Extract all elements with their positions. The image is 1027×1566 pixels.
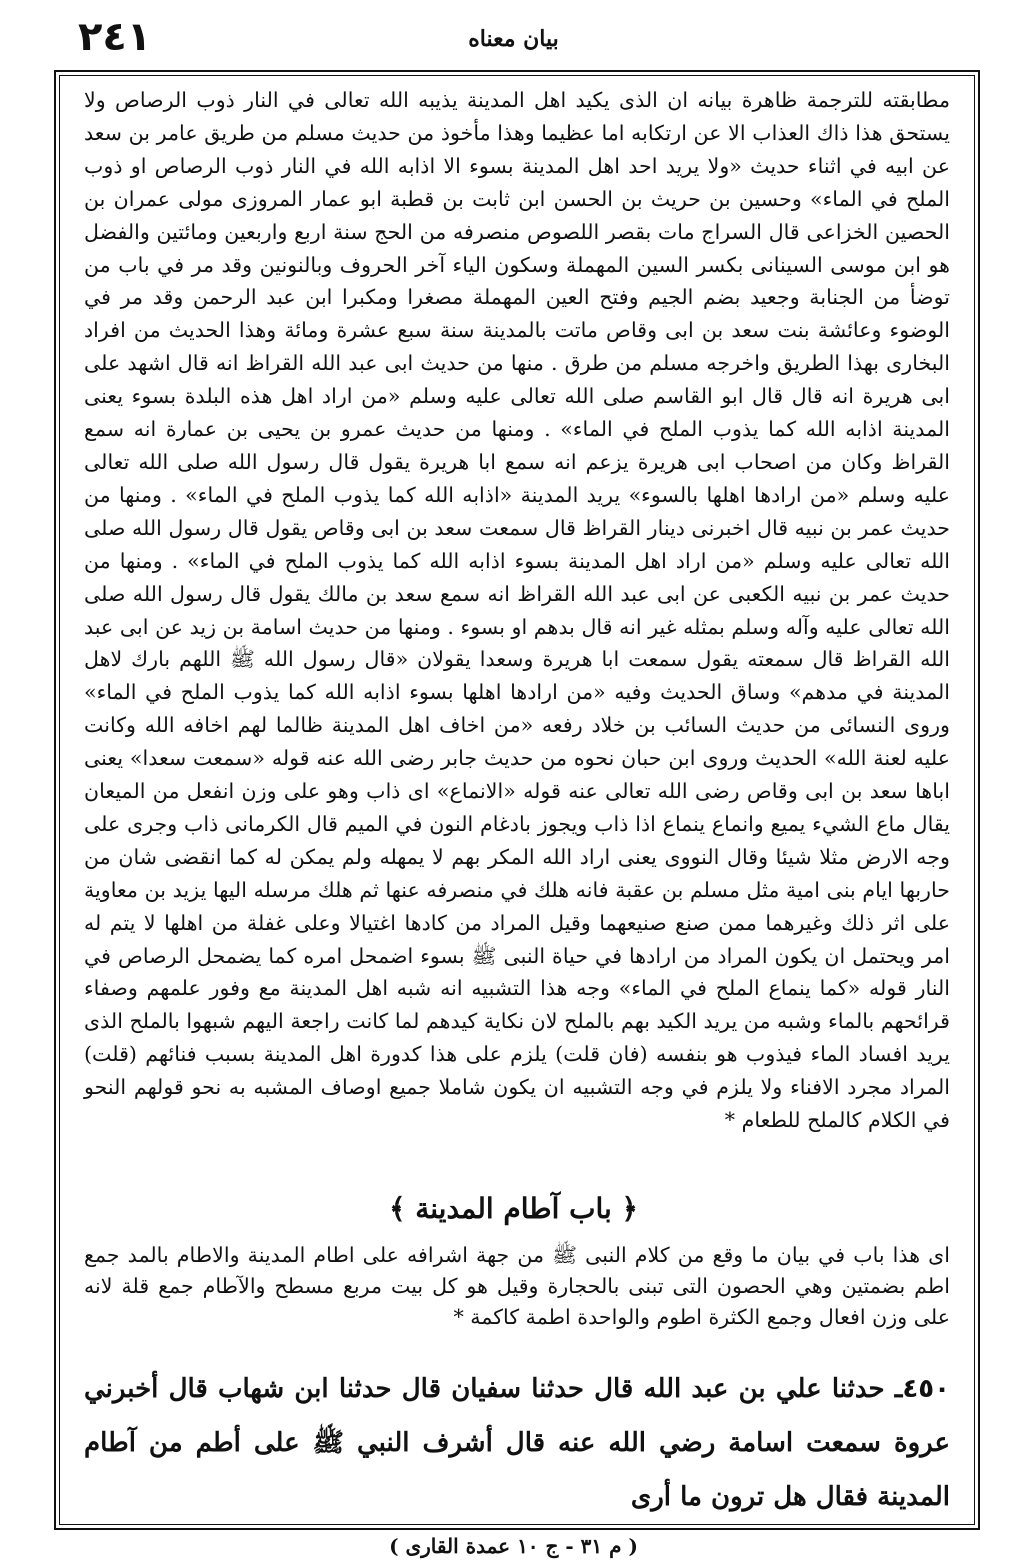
page-number: ٢٤١ bbox=[78, 14, 152, 60]
hadith-paragraph bbox=[84, 1362, 950, 1524]
chapter-title: ﴿ باب آطام المدينة ﴾ bbox=[389, 1192, 638, 1225]
hadith-block bbox=[84, 1362, 950, 1524]
commentary-paragraph: مطابقته للترجمة ظاهرة بيانه ان الذى يكيد اهل المدينة يذيبه الله تعالى في النار ذوب الرصاص ولا يستحق هذا ذاك العذاب الا عن ارتكابه اما عظيما وهذا مأخوذ من حديث مسلم من طريق عامر بن سعد عن ابيه في اثناء حديث «ولا يريد احد اهل المدينة بسوء الا اذابه الله في النار ذوب الرصاص او ذوب الملح في الماء» وحسين بن حريث بن الحسن ابن ثابت بن قطبة ابو عمار المروزى مولى عمران بن الحصين الخزاعى قال السراج مات بقصر اللصوص منصرفه من الحج سنة اربع واربعين ومائتين والفضل هو ابن موسى السينانى بكسر السين المهملة وسكون الياء آخر الحروف وبالنونين وقد مر في باب من توضأ من الجنابة وجعيد بضم الجيم وفتح العين المهملة مصغرا ومكبرا ابن عبد الرحمن وقد مر في الوضوء وعائشة بنت سعد بن ابى وقاص ماتت بالمدينة سنة سبع عشرة ومائة وهذا الحديث من افراد البخارى بهذا الطريق واخرجه مسلم من طرق . منها من حديث ابى عبد الله القراظ انه قال اشهد على ابى هريرة انه قال قال ابو القاسم صلى الله تعالى عليه وسلم «من اراد اهل هذه البلدة بسوء يعنى المدينة اذابه الله كما يذوب الملح في الماء» . ومنها من حديث عمرو بن يحيى بن عمارة انه سمع القراظ وكان من اصحاب ابى هريرة يزعم انه سمع ابا هريرة يقول قال رسول الله صلى الله تعالى عليه وسلم «من ارادها اهلها بالسوء» يريد المدينة «اذابه الله كما يذوب الملح في الماء» . ومنها من حديث عمر بن نبيه قال اخبرنى دينار القراظ قال سمعت سعد بن ابى وقاص يقول قال رسول الله صلى الله تعالى عليه وسلم «من اراد اهل المدينة بسوء اذابه الله كما يذوب الملح في الماء» . ومنها من حديث عمر بن نبيه الكعبى عن ابى عبد الله القراظ انه سمع سعد بن مالك يقول قال رسول الله صلى الله تعالى عليه وآله وسلم بمثله غير انه قال بدهم او بسوء . ومنها من حديث اسامة بن زيد عن ابى عبد الله القراظ قال سمعته يقول سمعت ابا هريرة وسعدا يقولان «قال رسول الله ﷺ اللهم بارك لاهل المدينة في مدهم» وساق الحديث وفيه «من ارادها اهلها بسوء اذابه الله كما يذوب الملح في الماء» وروى النسائى من حديث السائب بن خلاد رفعه «من اخاف اهل المدينة ظالما لهم اخافه الله وكانت عليه لعنة الله» الحديث وروى ابن حبان نحوه من حديث جابر رضى الله عنه قوله «سمعت سعدا» يعنى اباها سعد بن ابى وقاص رضى الله تعالى عنه قوله «الانماع» اى ذاب وهو على وزن انفعل من الميعان يقال ماع الشيء يميع وانماع ينماع اذا ذاب ويجوز بادغام النون في الميم قال الكرمانى ذاب وجرى على وجه الارض مثلا شيئا وقال النووى يعنى اراد الله المكر بهم لا يمهله ولم يمكن له كما انقضى شان من حاربها ايام بنى امية مثل مسلم بن عقبة فانه هلك في منصرفه عنها ثم هلك مرسله اليها يزيد بن معاوية على اثر ذلك وغيرهما ممن صنع صنيعهما وقيل المراد من كادها اغتيالا وعلى غفلة من اهلها لا يتم له امر ويحتمل ان يكون المراد من ارادها في حياة النبى ﷺ بسوء اضمحل امره كما يضمحل الرصاص في النار قوله «كما ينماع الملح في الماء» وجه هذا التشبيه انه شبه اهل المدينة مع وفور علمهم وصفاء قرائحهم بالماء وشبه من يريد الكيد بهم بالملح لان نكاية كيدهم لما كانت راجعة اليهم شبهوا بالملح الذى يريد افساد الماء فيذوب هو بنفسه (فان قلت) يلزم على هذا كدورة اهل المدينة بسبب فنائهم (قلت) المراد مجرد الافناء ولا يلزم في وجه التشبيه ان يكون شاملا جميع اوصاف المشبه به نحو قولهم النحو في الكلام كالملح للطعام * bbox=[84, 88, 951, 1133]
footer-signature: ( م ٣١ - ج ١٠ عمدة القارى ) bbox=[389, 1534, 638, 1558]
hadith-text: ـ حدثنا علي بن عبد الله قال حدثنا سفيان قال حدثنا ابن شهاب قال أخبرني عروة سمعت اسامة رضي الله عنه قال أشرف النبي ﷺ على أطم من آطام المدينة فقال هل ترون ما أرى bbox=[84, 1374, 950, 1512]
hadith-number: ٤٥٠ bbox=[902, 1374, 950, 1404]
chapter-block bbox=[84, 1240, 950, 1333]
commentary-block bbox=[84, 84, 950, 1137]
chapter-paragraph: اى هذا باب في بيان ما وقع من كلام النبى ﷺ من جهة اشرافه على اطام المدينة والاطام بالمد جمع اطم بضمتين وهي الحصون التى تبنى بالحجارة وقيل هو كل بيت مربع مسطح والآطام جمع قلة لانه على وزن افعال وجمع الكثرة اطوم والواحدة اطمة كاكمة * bbox=[84, 1243, 950, 1329]
running-title: بيان معناه bbox=[468, 26, 559, 52]
